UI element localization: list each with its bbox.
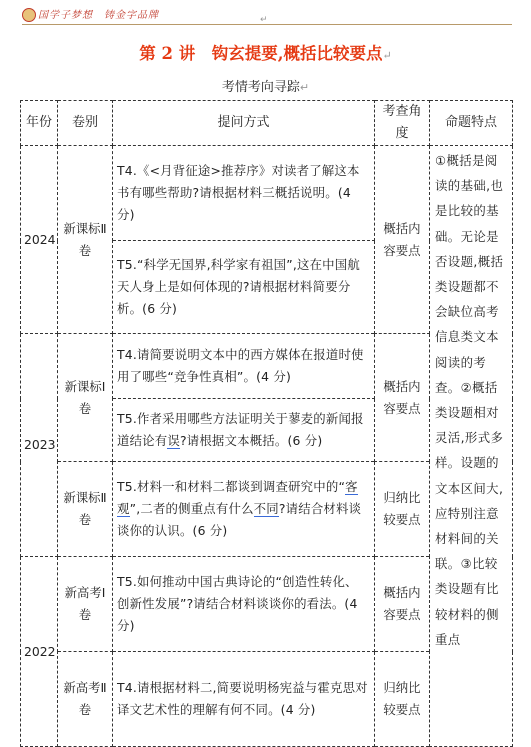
angle-cell: 概括内容要点: [375, 557, 430, 652]
year-cell: 2022: [21, 557, 58, 747]
features-cell: ①概括是阅读的基础,也是比较的基础。无论是否设题,概括类设题都不会缺位高考信息类文本阅读的考查。②概括类设题相对灵活,形式多样。设题的文本区间大,应特别注意材料间的关联。③比较类设题有比较材料的侧重点: [430, 146, 513, 747]
section-subtitle-text: 考情考向寻踪: [221, 80, 300, 95]
question-cell: [113, 462, 375, 557]
question-cell: T5.“科学无国界,科学家有祖国”,这在中国航天人身上是如何体现的?请根据材料简要分析。(6 分): [113, 241, 375, 334]
exam-analysis-table: [20, 100, 513, 747]
header-angle: 考查角度: [375, 101, 430, 146]
paper-cell: 新课标Ⅰ卷: [58, 334, 113, 462]
brand-text: 国学子梦想 铸金字品牌: [38, 10, 159, 21]
underlined-word: 误: [167, 433, 180, 448]
header-question: 提问方式: [113, 101, 375, 146]
brand-logo-icon: [22, 8, 36, 22]
question-cell: T4.请根据材料二,简要说明杨宪益与霍克思对译文艺术性的理解有何不同。(4 分): [113, 652, 375, 747]
table-header-row: [21, 101, 513, 146]
paper-cell: 新高考Ⅰ卷: [58, 557, 113, 652]
year-cell: 2024: [21, 146, 58, 334]
question-cell: [113, 399, 375, 462]
angle-cell: 概括内容要点: [375, 146, 430, 334]
question-cell: T4.《<月背征途>推荐序》对读者了解这本书有哪些帮助?请根据材料三概括说明。(4 分): [113, 146, 375, 241]
angle-cell: 概括内容要点: [375, 334, 430, 462]
table-row: [21, 146, 513, 241]
lesson-title: [0, 40, 531, 64]
header-paper: 卷别: [58, 101, 113, 146]
underlined-word: 客观: [117, 479, 358, 516]
question-cell: T4.请简要说明文本中的西方媒体在报道时使用了哪些“竞争性真相”。(4 分): [113, 334, 375, 399]
paragraph-mark-icon: ↵: [260, 15, 268, 25]
page-header: [22, 6, 512, 25]
question-text: ?请根据文本概括。(6 分): [179, 433, 323, 448]
question-text: T5.材料一和材料二都谈到调查研究中的“: [117, 479, 346, 494]
angle-cell: 归纳比较要点: [375, 462, 430, 557]
paper-cell: 新高考Ⅱ卷: [58, 652, 113, 747]
paragraph-mark-icon: ↵: [382, 49, 392, 62]
underlined-word: 不同: [253, 501, 279, 516]
paragraph-mark-icon: ↵: [299, 81, 310, 94]
header-features: 命题特点: [430, 101, 513, 146]
question-text: ”,二者的侧重点有什么: [129, 501, 254, 516]
lesson-title-text: 第 2 讲 钩玄提要,概括比较要点: [139, 44, 383, 63]
paper-cell: 新课标Ⅱ卷: [58, 146, 113, 334]
angle-cell: 归纳比较要点: [375, 652, 430, 747]
question-text: T5.作者采用哪些方法证明关于蓼麦的新闻报道结论有: [117, 411, 364, 448]
header-year: 年份: [21, 101, 58, 146]
year-cell: 2023: [21, 334, 58, 557]
paper-cell: 新课标Ⅱ卷: [58, 462, 113, 557]
question-text: ?请结合材料谈谈你的认识。(6 分): [117, 501, 362, 538]
section-subtitle: [0, 76, 531, 95]
question-cell: T5.如何推动中国古典诗论的“创造性转化、创新性发展”?请结合材料谈谈你的看法。(4 分): [113, 557, 375, 652]
